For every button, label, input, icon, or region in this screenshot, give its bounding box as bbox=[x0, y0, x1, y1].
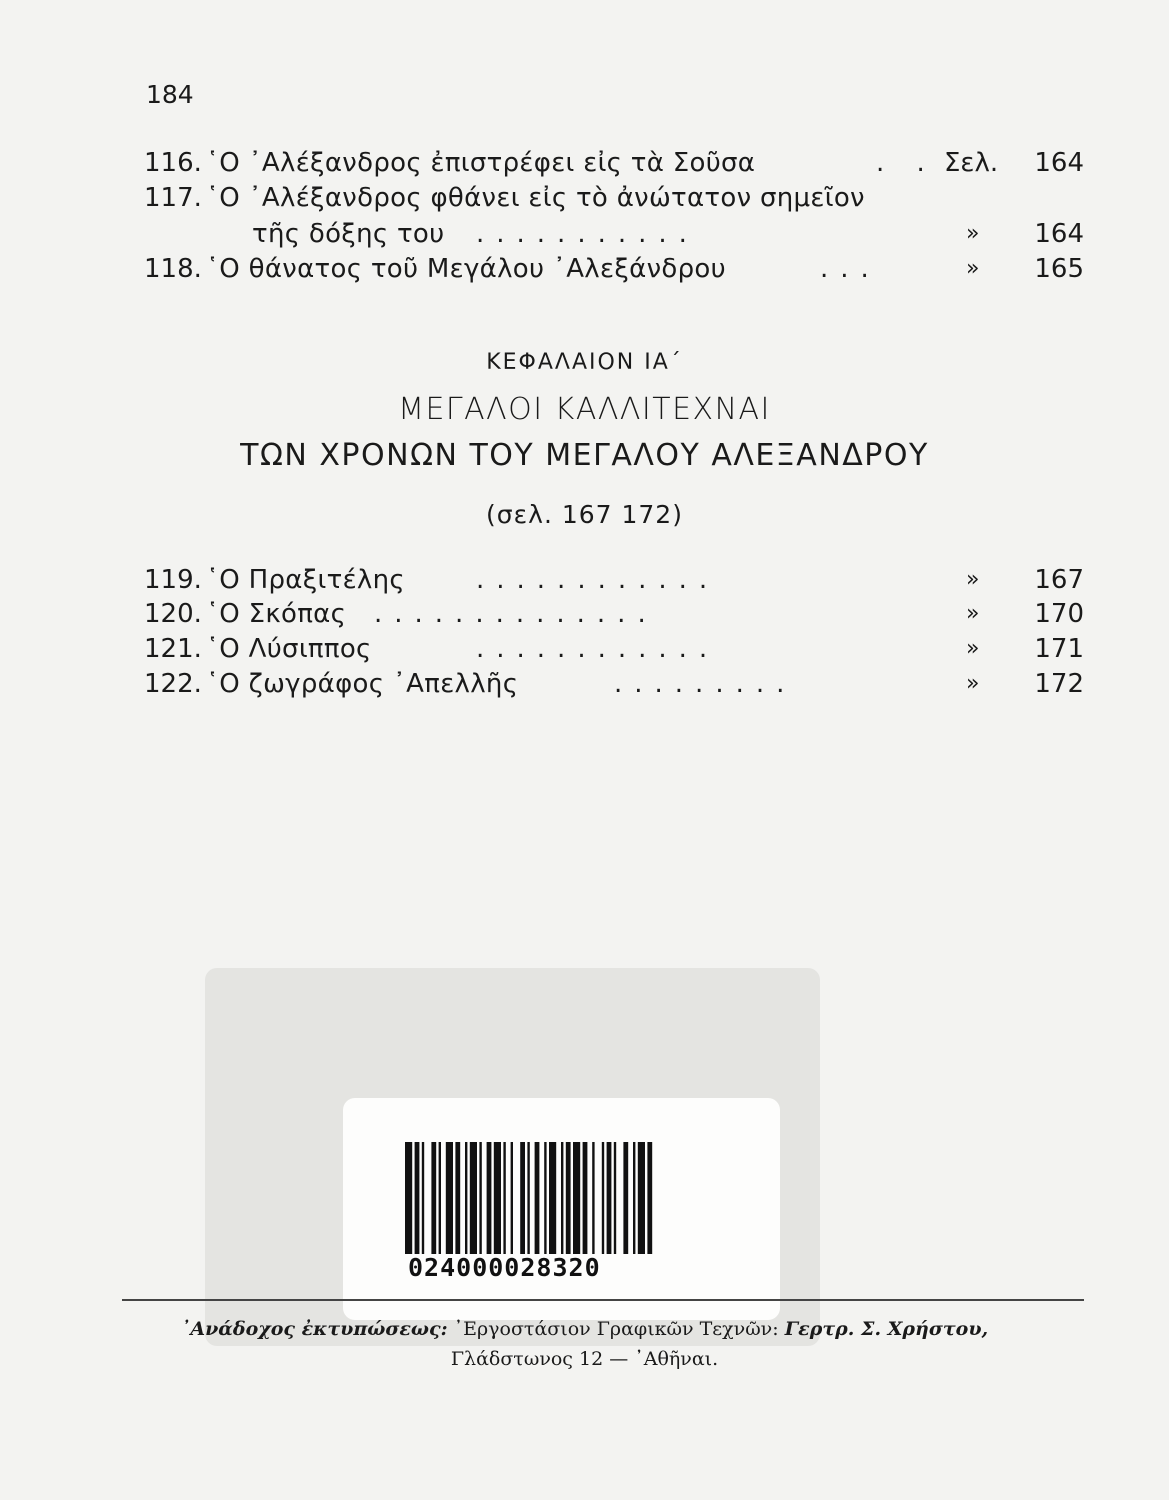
toc-number: 122. bbox=[144, 669, 202, 699]
imprint-label: ᾿Ανάδοχος ἐκτυπώσεως: bbox=[180, 1318, 448, 1340]
toc-title: ῾Ο ζωγράφος ᾿Απελλῆς bbox=[206, 669, 519, 699]
barcode-bar bbox=[431, 1142, 436, 1254]
barcode-bar bbox=[446, 1142, 453, 1254]
barcode-bar bbox=[405, 1142, 412, 1254]
barcode-bar bbox=[549, 1142, 556, 1254]
barcode-digits: 024000028320 bbox=[408, 1253, 601, 1282]
barcode-bar bbox=[479, 1142, 481, 1254]
toc-title: ῾Ο ᾿Αλέξανδρος φθάνει εἰς τὸ ἀνώτατον σημεῖον bbox=[206, 183, 865, 213]
barcode-bar bbox=[503, 1142, 505, 1254]
toc-page: 167 bbox=[1034, 565, 1084, 595]
barcode-bar bbox=[561, 1142, 563, 1254]
imprint-line-1 bbox=[0, 1318, 1169, 1340]
barcode-bar bbox=[422, 1142, 424, 1254]
toc-ref: » bbox=[966, 221, 980, 246]
barcode-bar bbox=[573, 1142, 580, 1254]
toc-ref: » bbox=[966, 256, 980, 281]
barcode-bar bbox=[633, 1142, 635, 1254]
toc-dots: ......... bbox=[614, 669, 797, 699]
toc-ref: » bbox=[966, 601, 980, 626]
imprint-address: Γλάδστωνος 12 — ᾿Αθῆναι. bbox=[450, 1348, 719, 1370]
barcode-bar bbox=[544, 1142, 546, 1254]
toc-ref: Σελ. bbox=[944, 148, 999, 178]
toc-page: 171 bbox=[1034, 634, 1084, 664]
toc-ref: » bbox=[966, 636, 980, 661]
barcode-bar bbox=[520, 1142, 525, 1254]
chapter-title: ΜΕΓΑΛΟΙ ΚΑΛΛΙΤΕΧΝΑΙ bbox=[398, 392, 771, 427]
toc-number: 120. bbox=[144, 599, 202, 629]
imprint-company: ᾿Εργοστάσιον Γραφικῶν Τεχνῶν: bbox=[453, 1318, 779, 1340]
toc-title: ῾Ο θάνατος τοῦ Μεγάλου ᾿Αλεξάνδρου bbox=[206, 254, 726, 284]
toc-row bbox=[144, 181, 1084, 215]
toc-title: τῆς δόξης του bbox=[252, 219, 445, 249]
barcode-bar bbox=[583, 1142, 588, 1254]
toc-title: ῾Ο Λύσιππος bbox=[206, 634, 372, 664]
barcode-bar bbox=[487, 1142, 492, 1254]
toc-page: 172 bbox=[1034, 669, 1084, 699]
toc-row bbox=[144, 563, 1084, 597]
barcode-bar bbox=[623, 1142, 628, 1254]
toc-page: 170 bbox=[1034, 599, 1084, 629]
toc-row bbox=[144, 667, 1084, 701]
barcode-bar bbox=[566, 1142, 571, 1254]
toc-title: ῾Ο ᾿Αλέξανδρος ἐπιστρέφει εἰς τὰ Σοῦσα bbox=[206, 148, 756, 178]
toc-title: ῾Ο Πραξιτέλης bbox=[206, 565, 405, 595]
chapter-page-range: (σελ. 167 172) bbox=[486, 500, 683, 529]
page-number: 184 bbox=[146, 80, 194, 109]
barcode-bar bbox=[647, 1142, 652, 1254]
toc-number: 121. bbox=[144, 634, 202, 664]
toc-row bbox=[144, 217, 1084, 251]
barcode-bar bbox=[527, 1142, 529, 1254]
footer-rule bbox=[122, 1299, 1084, 1301]
toc-dots: ........... bbox=[476, 219, 699, 249]
barcode-bar bbox=[614, 1142, 616, 1254]
barcode-bar bbox=[607, 1142, 612, 1254]
toc-ref: » bbox=[966, 567, 980, 592]
chapter-label: ΚΕΦΑΛΑΙΟΝ ΙΑ΄ bbox=[486, 350, 683, 375]
barcode-bar bbox=[415, 1142, 420, 1254]
toc-number: 119. bbox=[144, 565, 202, 595]
barcode-bar bbox=[535, 1142, 540, 1254]
toc-dots: ............ bbox=[476, 565, 720, 595]
toc-row bbox=[144, 597, 1084, 631]
toc-title: ῾Ο Σκόπας bbox=[206, 599, 347, 629]
toc-number: 117. bbox=[144, 183, 202, 213]
barcode-bar bbox=[494, 1142, 501, 1254]
barcode-bar bbox=[602, 1142, 604, 1254]
toc-row bbox=[144, 146, 1084, 180]
toc-page: 164 bbox=[1034, 219, 1084, 249]
toc-row bbox=[144, 252, 1084, 286]
toc-number: 118. bbox=[144, 254, 202, 284]
barcode-bar bbox=[470, 1142, 477, 1254]
barcode-bar bbox=[511, 1142, 513, 1254]
toc-page: 164 bbox=[1034, 148, 1084, 178]
toc-page: 165 bbox=[1034, 254, 1084, 284]
toc-dots: . . bbox=[876, 148, 937, 178]
barcode-icon bbox=[405, 1142, 713, 1254]
toc-row bbox=[144, 632, 1084, 666]
barcode-bar bbox=[592, 1142, 594, 1254]
barcode-bar bbox=[439, 1142, 441, 1254]
barcode-bar bbox=[638, 1142, 645, 1254]
toc-dots: .............. bbox=[374, 599, 658, 629]
barcode-bar bbox=[455, 1142, 460, 1254]
toc-dots: ... bbox=[820, 254, 881, 284]
chapter-subtitle: ΤΩΝ ΧΡΟΝΩΝ ΤΟΥ ΜΕΓΑΛΟΥ ΑΛΕΞΑΝΔΡΟΥ bbox=[240, 438, 929, 473]
toc-number: 116. bbox=[144, 148, 202, 178]
toc-dots: ............ bbox=[476, 634, 720, 664]
barcode-bar bbox=[465, 1142, 467, 1254]
imprint-owner: Γερτρ. Σ. Χρήστου, bbox=[784, 1318, 989, 1340]
toc-ref: » bbox=[966, 671, 980, 696]
